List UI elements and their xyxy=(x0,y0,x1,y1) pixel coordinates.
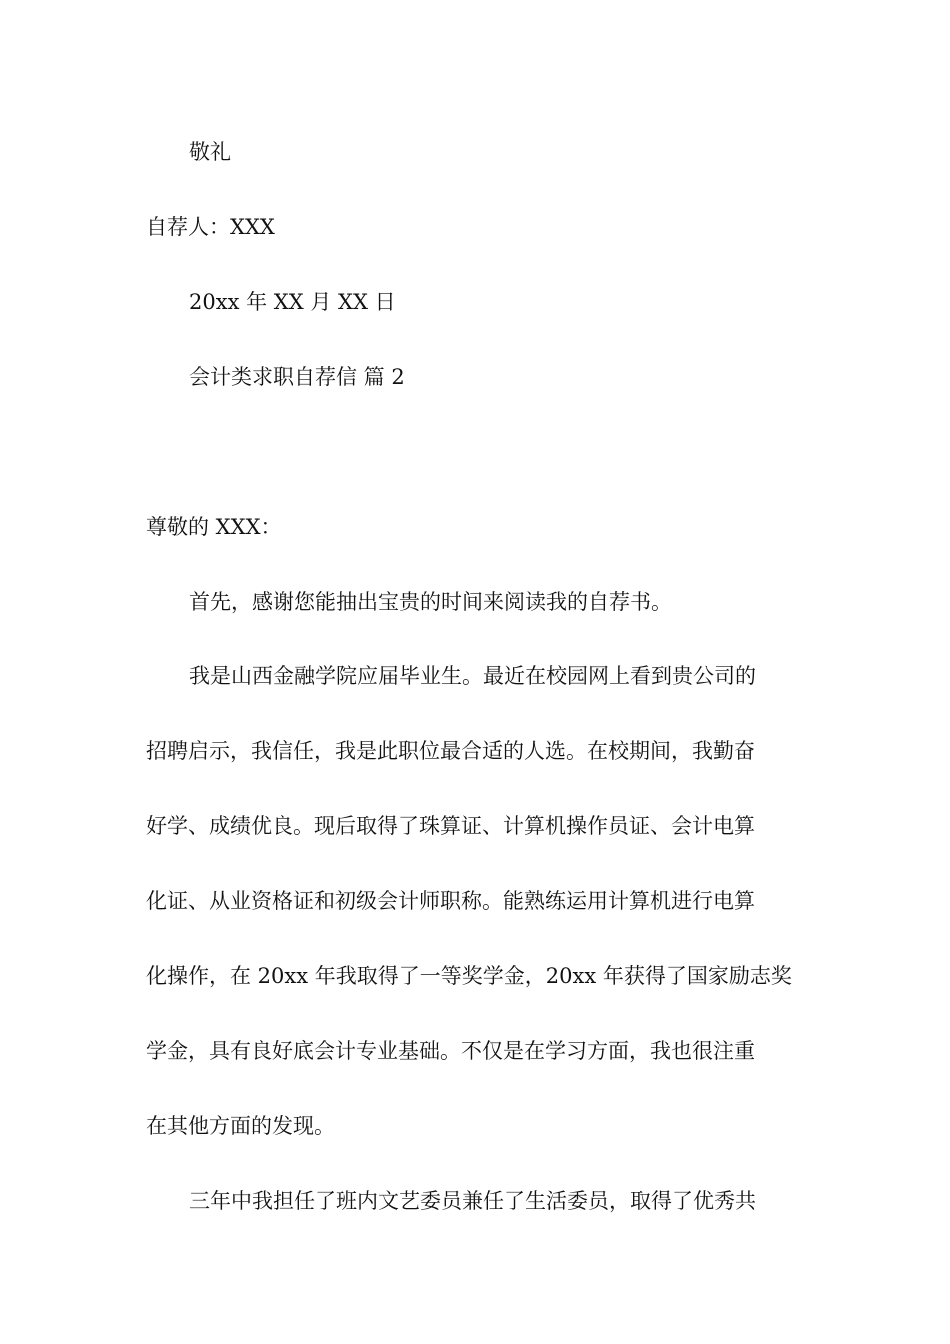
paragraph-line: 学金，具有良好底会计专业基础。不仅是在学习方面，我也很注重 xyxy=(146,1039,755,1063)
section-title: 会计类求职自荐信 篇 2 xyxy=(189,365,405,389)
paragraph-line: 首先，感谢您能抽出宝贵的时间来阅读我的自荐书。 xyxy=(189,590,672,614)
salutation-text: 尊敬的 XXX： xyxy=(146,515,282,539)
closing-text: 敬礼 xyxy=(189,140,231,164)
paragraph-line: 招聘启示，我信任，我是此职位最合适的人选。在校期间，我勤奋 xyxy=(146,739,755,763)
date-text: 20xx 年 XX 月 XX 日 xyxy=(189,290,396,314)
paragraph-line: 三年中我担任了班内文艺委员兼任了生活委员，取得了优秀共 xyxy=(189,1189,756,1213)
signature-text: 自荐人：XXX xyxy=(146,215,275,239)
paragraph-line: 在其他方面的发现。 xyxy=(146,1114,335,1138)
paragraph-line: 我是山西金融学院应届毕业生。最近在校园网上看到贵公司的 xyxy=(189,664,756,688)
paragraph-line: 化操作，在 20xx 年我取得了一等奖学金，20xx 年获得了国家励志奖 xyxy=(146,964,792,988)
paragraph-line: 好学、成绩优良。现后取得了珠算证、计算机操作员证、会计电算 xyxy=(146,814,755,838)
paragraph-line: 化证、从业资格证和初级会计师职称。能熟练运用计算机进行电算 xyxy=(146,889,755,913)
